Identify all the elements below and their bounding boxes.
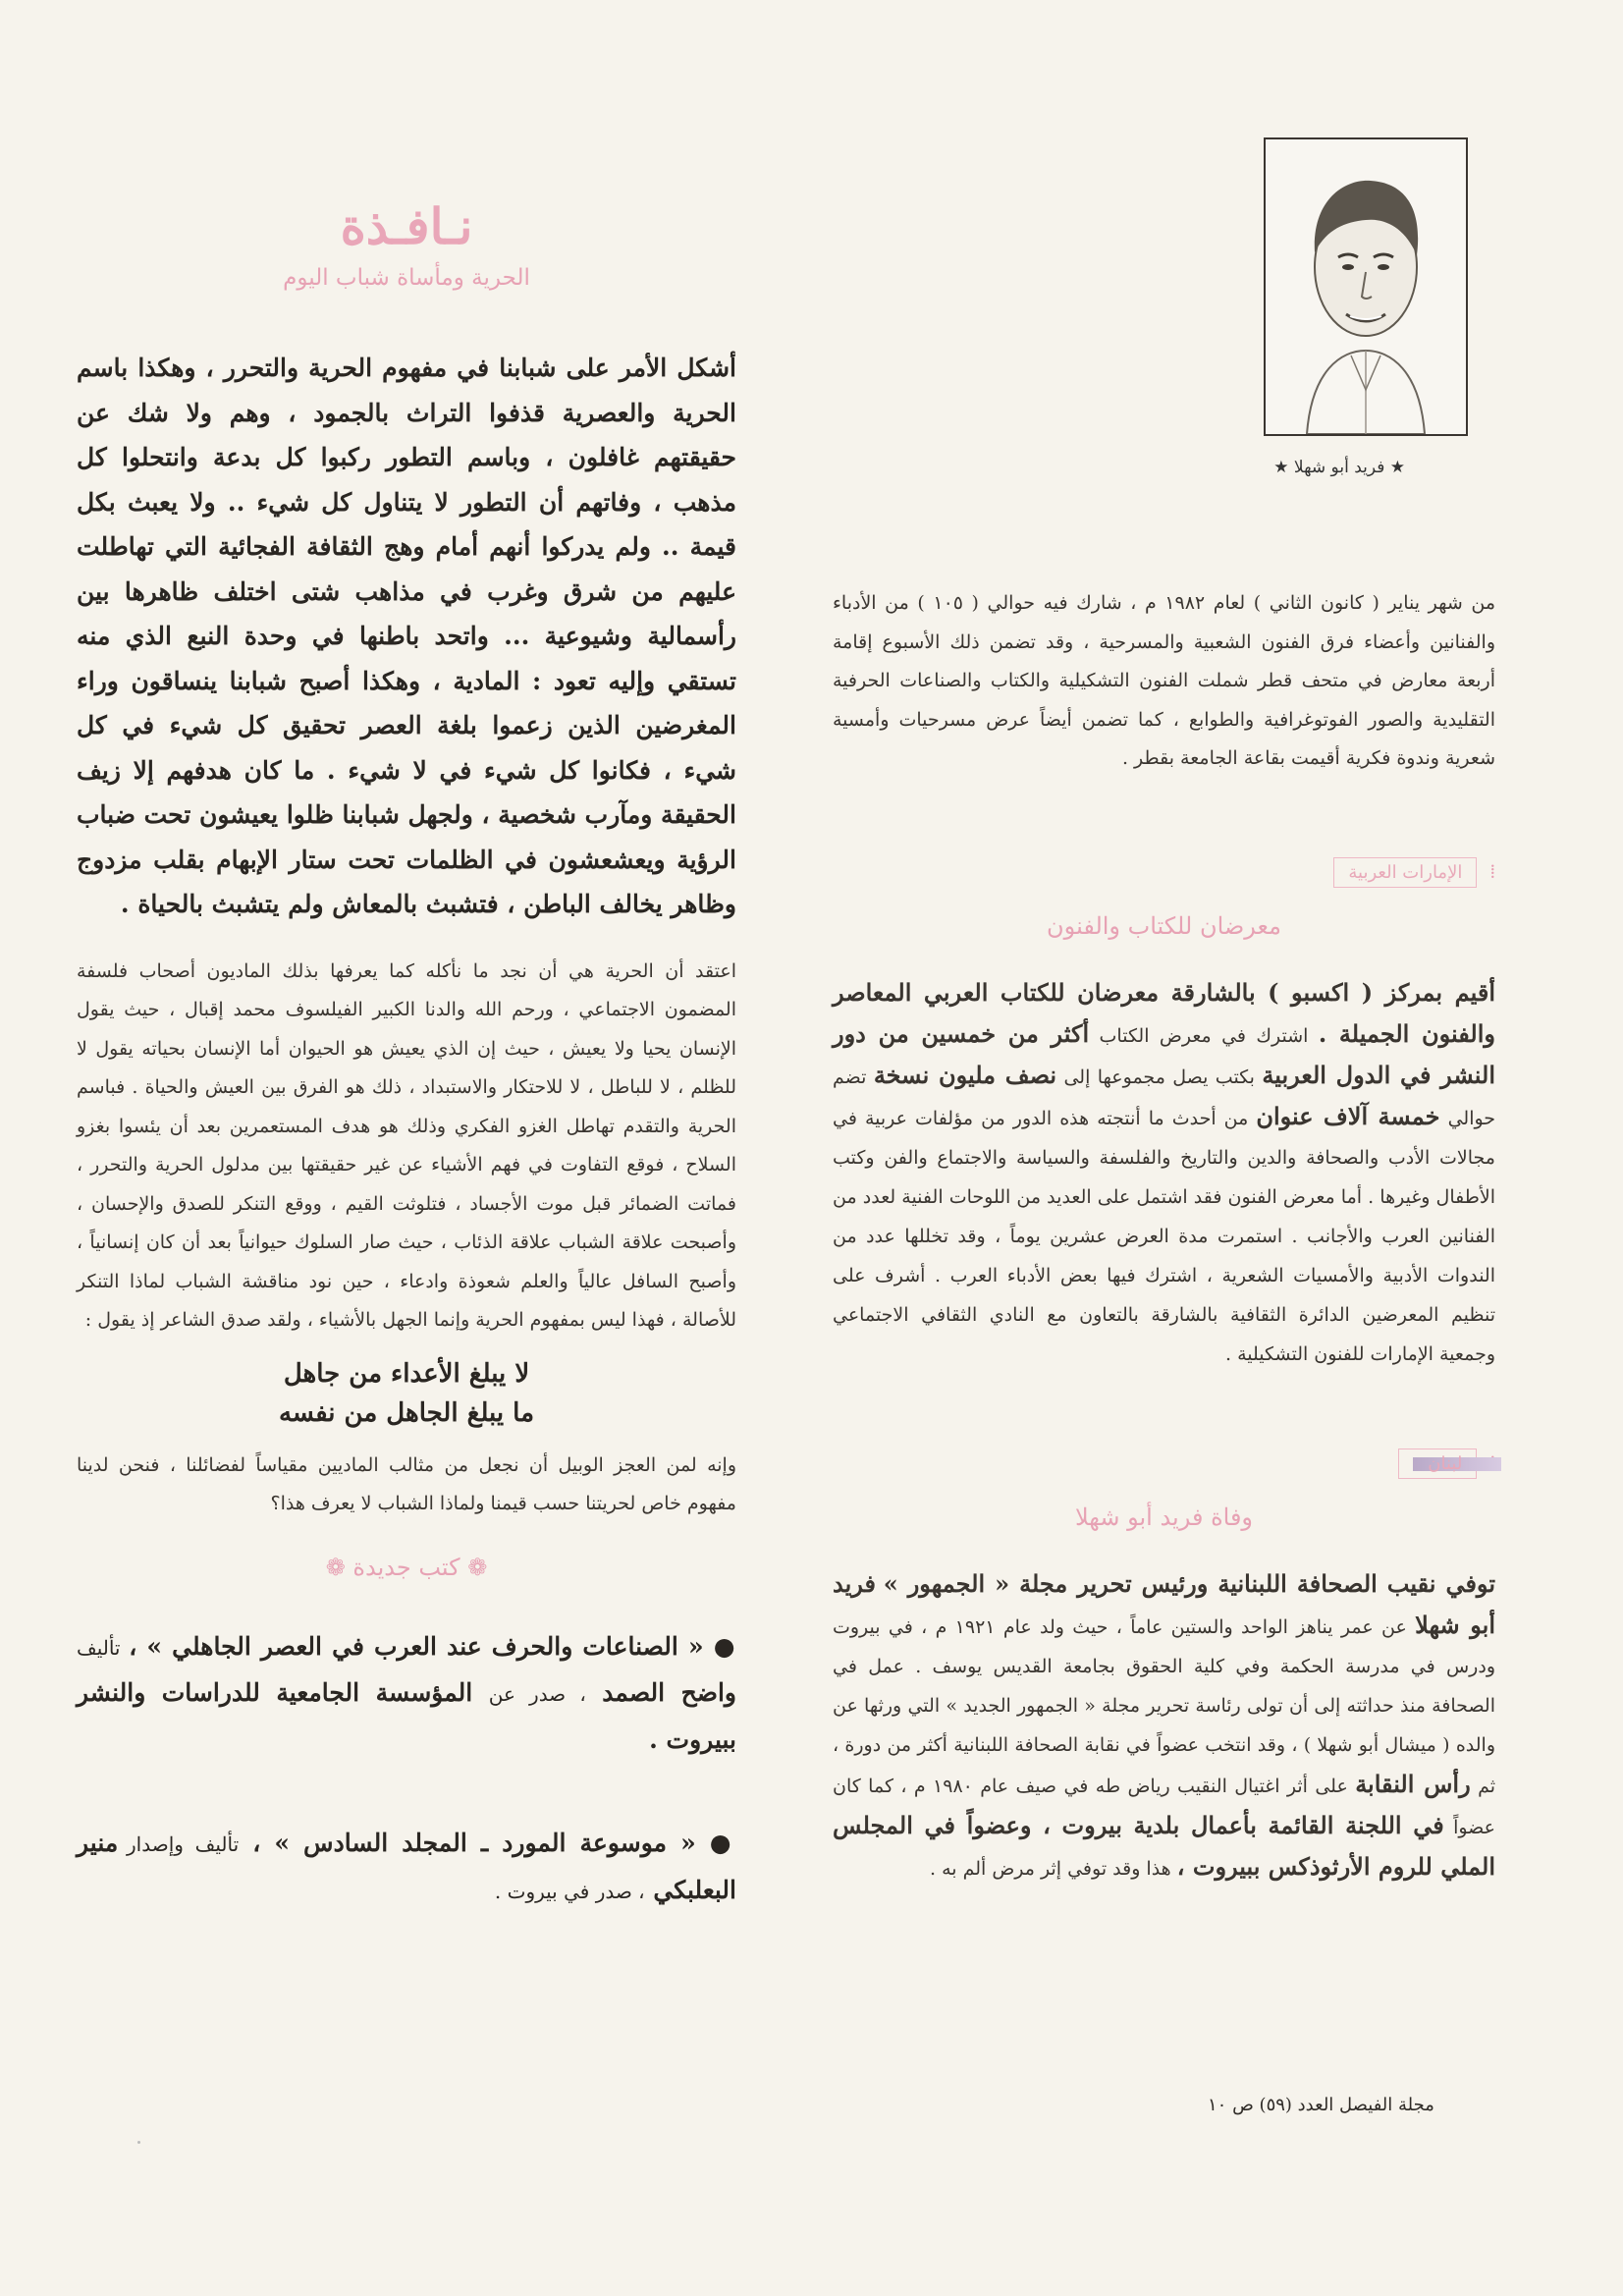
portrait-photo (1264, 137, 1468, 436)
bullet-icon: ● (709, 1829, 736, 1857)
book-2 (77, 1821, 736, 1914)
window-title: نـافـذة (340, 197, 473, 255)
obituary-tag-label: لبنان (1428, 1452, 1463, 1474)
portrait-icon (1266, 139, 1466, 434)
emirates-lead-bold-3: نصف مليون نسخة (873, 1060, 1057, 1089)
obituary-name: فريد أبو شهلا (833, 1568, 1496, 1639)
obituary-lead: توفي نقيب الصحافة اللبنانية ورئيس تحرير مجلة « الجمهور » (883, 1568, 1495, 1598)
book-1-publisher: المؤسسة الجامعية للدراسات والنشر ببيروت . (77, 1678, 736, 1754)
window-regular-paragraph: اعتقد أن الحرية هي أن نجد ما نأكله كما يعرفها بذلك الماديون أصحاب فلسفة المضمون الاجتماعي ، ورحم الله والدنا الكبير الفيلسوف محمد إقبال ، حيث يقول الإنسان يحيا ولا يعيش ، حيث إن الذي يعيش هو الحيوان أما الإنسان بحياته يقول لا للظلم ، لا للباطل ، لا للاحتكار والاستبداد ، ذلك هو الفرق بين العيش والحياة . فباسم الحرية والتقدم تهاطل الغزو الفكري وذلك هو هدف المستعمرين بعد أن يئسوا بغزو السلاح ، فوقع التفاوت في فهم الأشياء عن غير حقيقتها بين مدلول الحرية والتحرر ، فماتت الضمائر قبل موت الأجساد ، فتلوثت القيم ، ووقع التنكر للصدق والإحسان ، وأصبحت علاقة الشباب علاقة الذئاب ، حيث صار السلوك حيوانياً بعد أن كان إنسانياً ، وأصبح السافل عالياً والعلم شعوذة وادعاء ، حين نود مناقشة الشباب لماذا التنكر للأصالة ، فهذا ليس بمفهوم الحرية وإنما الجهل بالأشياء ، ولقد صدق الشاعر إذ يقول : (77, 959, 736, 1331)
book-1 (77, 1624, 736, 1763)
page-footer: مجلة الفيصل العدد (٥٩) ص ١٠ (1208, 2095, 1434, 2115)
emirates-lead: أقيم بمركز ( اكسبو ) بالشارقة معرضان للكتاب العربي المعاصر والفنون الجميلة . (833, 977, 1495, 1048)
book-1-author-lead: تأليف (77, 1635, 121, 1660)
qatar-paragraph: من شهر يناير ( كانون الثاني ) لعام ١٩٨٢ م ، شارك فيه حوالي ( ١٠٥ ) من الأدباء والفنانين وأعضاء فرق الفنون الشعبية والمسرحية ، وقد تضمن ذلك الأسبوع إقامة أربعة معارض في متحف قطر شملت الفنون التشكيلية والكتاب والصناعات الحرفية التقليدية والصور الفوتوغرافية والطوابع ، كما تضمن أيضاً عرض مسرحيات وأمسية شعرية وندوة فكرية أقيمت بقاعة الجامعة بقطر . (833, 592, 1496, 769)
obituary-tag (1398, 1449, 1478, 1479)
window-closing-paragraph: وإنه لمن العجز الوبيل أن نجعل من مثالب الماديين مقياساً لفضائلنا ، فنحن لدينا مفهوم خاص لحريتنا حسب قيمنا ولماذا الشباب لا يعرف هذا؟ (77, 1453, 736, 1514)
window-column (77, 196, 736, 1914)
emirates-lead-bold-4: خمسة آلاف عنوان (1256, 1101, 1440, 1130)
obituary-paragraph (833, 1564, 1495, 1888)
obituary-p2: على أثر اغتيال النقيب رياض طه في صيف عام ١٩٨٠ م ، كما كان عضواً (833, 1775, 1495, 1838)
emirates-lead-mid-3: تضم حوالي (833, 1066, 1496, 1129)
obituary-bold-3: في اللجنة القائمة بأعمال بلدية بيروت ، وعضواً في المجلس الملي للروم الأرثوذكس ببيروت ، (833, 1810, 1495, 1881)
emirates-title: معرضان للكتاب والفنون (1047, 911, 1281, 940)
window-subtitle: الحرية ومأساة شباب اليوم (283, 265, 530, 291)
obituary-title: وفاة فريد أبو شهلا (1074, 1503, 1254, 1531)
book-1-title: « الصناعات والحرف عند العرب في العصر الجاهلي » ، (129, 1631, 704, 1661)
emirates-lead-bold-2: أكثر من خمسين من دور النشر في الدول العربية (833, 1018, 1495, 1089)
photo-caption: ★ فريد أبو شهلا ★ (1273, 458, 1405, 477)
news-column (833, 137, 1495, 1888)
emirates-paragraph (833, 973, 1495, 1374)
verse (77, 1354, 736, 1433)
speck (137, 2141, 140, 2144)
book-2-place: ، صدر في بيروت . (494, 1879, 645, 1903)
emirates-body: من أحدث ما أنتجته هذه الدور من مؤلفات عربية في مجالات الأدب والصحافة والدين والتاريخ والفلسفة والسياسة والاجتماع والفن وكتب الأطفال وغيرها . أما معرض الفنون فقد اشتمل على العديد من اللوحات الفنية لعدد من الفنانين العرب والأجانب . استمرت مدة العرض عشرين يوماً ، وقد تخللها عدد من الندوات الأدبية والأمسيات الشعرية ، اشترك فيها بعض الأدباء العرب . أشرف على تنظيم المعرضين الدائرة الثقافية بالشارقة بالتعاون مع النادي الثقافي الاجتماعي وجمعية الإمارات للفنون التشكيلية . (833, 1107, 1495, 1365)
book-1-published: ، صدر عن (488, 1682, 586, 1706)
book-2-lead: تأليف وإصدار (127, 1832, 240, 1856)
emirates-tag-row (833, 857, 1495, 912)
book-2-title: « موسوعة المورد ـ المجلد السادس » ، (252, 1829, 696, 1857)
obituary-p1: عن عمر يناهز الواحد والستين عاماً ، حيث ولد عام ١٩٢١ م ، في بيروت ودرس في مدرسة الحكمة وفي كلية الحقوق بجامعة القديس يوسف . عمل في الصحافة منذ حداثته إلى أن تولى رئاسة تحرير مجلة « الجمهور الجديد » التي ورثها عن والده ( ميشال أبو شهلا ) ، وقد انتخب عضواً في نقابة الصحافة اللبنانية أكثر من دورة ، ثم (833, 1615, 1495, 1797)
window-bold-paragraph: أشكل الأمر على شبابنا في مفهوم الحرية والتحرر ، وهكذا باسم الحرية والعصرية قذفوا التراث بالجمود ، وهم ولا شك عن حقيقتهم غافلون ، وباسم التطور ركبوا كل بدعة وانتحلوا كل مذهب ، وفاتهم أن التطور لا يتناول كل شيء .. ولا يعبث بكل قيمة .. ولم يدركوا أنهم أمام وهج الثقافة الفجائية التي تهاطلت عليهم من شرق وغرب في مذاهب شتى اختلف ظاهرها بين رأسمالية وشيوعية ... واتحد باطنها في وحدة النبع الذي منه تستقي وإليه تعود : المادية ، وهكذا أصبح شبابنا ينساقون وراء المغرضين الذين زعموا بلغة العصر تحقيق كل شيء في كل شيء ، فكانوا كل شيء في لا شيء . ما كان هدفهم إلا زيف الحقيقة ومآرب شخصية ، ولجهل شبابنا ظلوا يعيشون تحت ضباب الرؤية ويعشعشون في الظلمات تحت ستار الإبهام بقلب مزدوج وظاهر يخالف الباطن ، فتشبث بالمعاش ولم يتشبث بالحياة . (77, 354, 736, 918)
obituary-p3: هذا وقد توفي إثر مرض ألم به . (929, 1857, 1171, 1880)
bullet-icon: ● (713, 1631, 736, 1661)
emirates-lead-mid: اشترك في معرض الكتاب (1099, 1024, 1309, 1047)
book-2-author: منير البعلبكي (77, 1829, 736, 1904)
verse-line-2: ما يبلغ الجاهل من نفسه (278, 1397, 535, 1428)
emirates-tag: الإمارات العربية (1333, 857, 1477, 888)
book-1-author: واضح الصمد (602, 1678, 736, 1707)
obituary-tag-row (833, 1449, 1495, 1503)
photo-block (833, 137, 1495, 584)
obituary-bold-2: رأس النقابة (1355, 1769, 1471, 1798)
verse-line-1: لا يبلغ الأعداء من جاهل (283, 1358, 530, 1389)
emirates-lead-mid-2: بكتب يصل مجموعها إلى (1063, 1066, 1255, 1088)
new-books-title: ❁ كتب جديدة ❁ (325, 1553, 488, 1581)
ornament-icon: ⁞ (1489, 858, 1495, 883)
